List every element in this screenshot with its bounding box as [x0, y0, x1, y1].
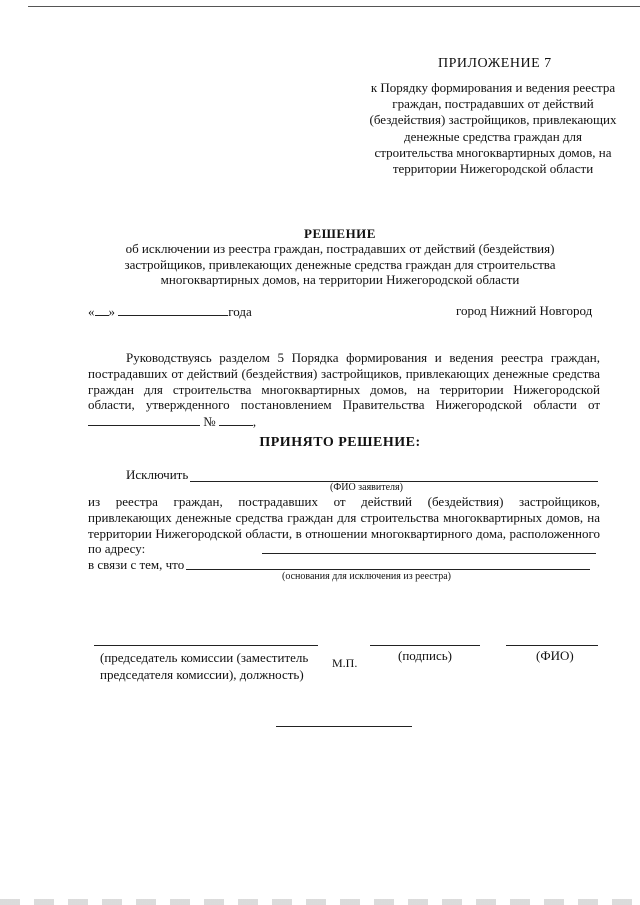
exclude-paragraph: из реестра граждан, пострадавших от действий (бездействия) застройщиков, привлекающих денежные средства граждан для строительства многоквартирных домов, на территории Нижегородской области, в отношении многоквартирного дома, расположенного по адресу: — [88, 494, 600, 557]
seal-caption: М.П. — [332, 656, 358, 670]
accepted-title: ПРИНЯТО РЕШЕНИЕ: — [259, 435, 421, 450]
signature-line[interactable] — [370, 645, 480, 646]
closing-rule — [276, 726, 412, 727]
sign-caption: (подпись) — [398, 648, 452, 663]
number-sign: № — [203, 414, 216, 430]
reason-label: в связи с тем, что — [88, 557, 185, 572]
appendix-text: к Порядку формирования и ведения реестра граждан, пострадавших от действий (бездействия) застройщиков, привлекающих денежные средства граждан для строительства многоквартирных домов, на территории Нижегородской области — [369, 80, 617, 177]
day-field[interactable] — [95, 303, 109, 316]
date-open-quote: « — [88, 304, 95, 319]
appendix-title: ПРИЛОЖЕНИЕ 7 — [438, 56, 552, 71]
body-paragraph: Руководствуясь разделом 5 Порядка формирования и ведения реестра граждан, пострадавших от действий (бездействия) застройщиков, привлекающих денежные средства граждан для строительства многоквартирных домов, на территории Нижегородской области, утвержденного постановлением Правительства Нижегородской области от № , — [88, 350, 600, 430]
body-paragraph-text: Руководствуясь разделом 5 Порядка формирования и ведения реестра граждан, пострадавших от действий (бездействия) застройщиков, привлекающих денежные средства граждан для строительства многоквартирных домов, на территории Нижегородской области, утвержденного постановлением Правительства Нижегородской области от — [88, 350, 600, 413]
top-rule — [28, 6, 640, 7]
exclude-label: Исключить — [126, 467, 189, 482]
scan-edge-noise — [0, 899, 640, 905]
date-close-quote: » — [108, 304, 115, 319]
decree-date-field[interactable] — [88, 413, 200, 426]
year-word: года — [228, 304, 252, 319]
date-line — [88, 303, 252, 320]
decision-subtitle: об исключении из реестра граждан, пострадавших от действий (бездействия) застройщиков, привлекающих денежные средства граждан для строительства многоквартирных домов, на территории Нижегородской области — [124, 241, 556, 287]
city: город Нижний Новгород — [456, 303, 593, 318]
fio-hint: (ФИО заявителя) — [330, 482, 403, 493]
decree-number-field[interactable] — [219, 413, 253, 426]
chair-caption: (председатель комиссии (заместитель председателя комиссии), должность) — [100, 650, 309, 682]
decision-title: РЕШЕНИЕ — [304, 226, 376, 241]
fio-caption: (ФИО) — [536, 648, 574, 663]
reason-field[interactable] — [186, 569, 590, 570]
address-field[interactable] — [262, 553, 596, 554]
chair-signature-line[interactable] — [94, 645, 318, 646]
reason-hint: (основания для исключения из реестра) — [282, 571, 452, 582]
month-field[interactable] — [118, 303, 228, 316]
fio-signature-line[interactable] — [506, 645, 598, 646]
